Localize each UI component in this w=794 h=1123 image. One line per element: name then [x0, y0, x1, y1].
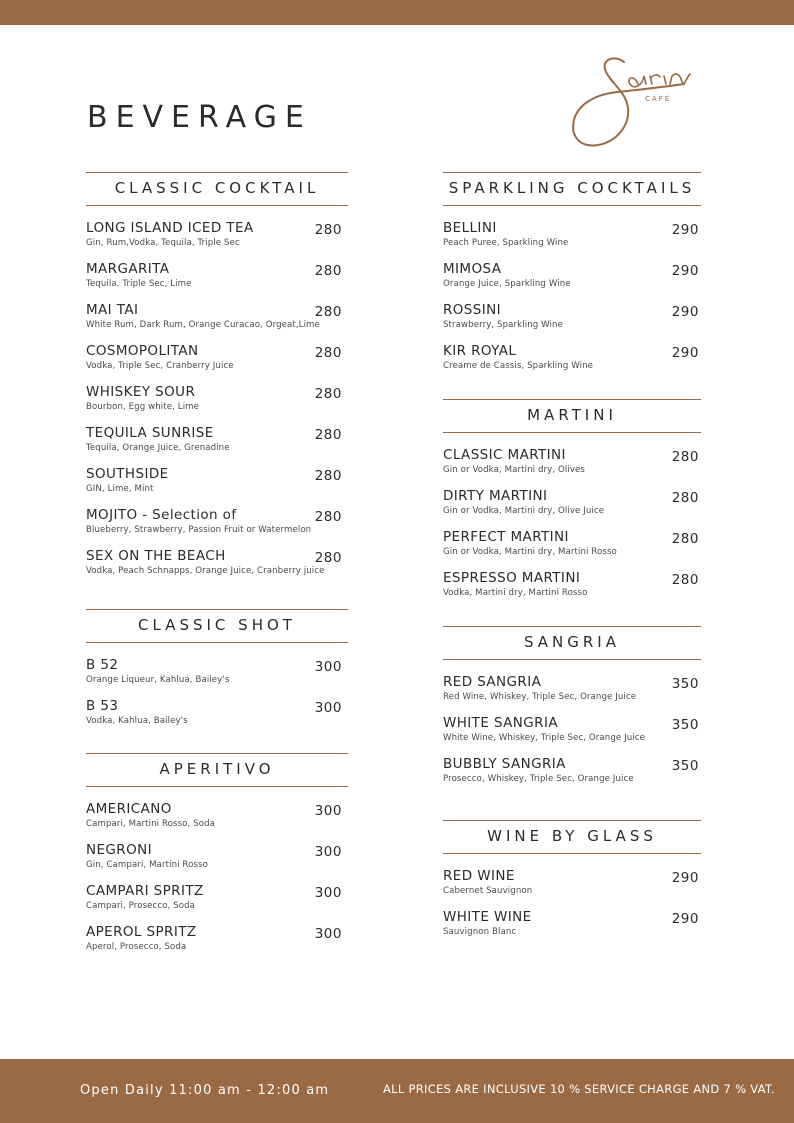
menu-item-description: Vodka, Peach Schnapps, Orange Juice, Cranberry juice	[86, 566, 325, 576]
item-list	[443, 868, 701, 950]
section-classic-shot	[86, 609, 348, 739]
menu-item-price: 290	[671, 263, 699, 279]
section-martini	[443, 399, 701, 611]
menu-item-price: 300	[314, 926, 342, 942]
menu-item-price: 280	[314, 304, 342, 320]
menu-item-price: 280	[314, 345, 342, 361]
sarin-cafe-logo	[566, 50, 701, 155]
menu-item-description: Vodka, Kahlua, Bailey's	[86, 716, 188, 726]
menu-item-name: TEQUILA SUNRISE	[86, 425, 214, 441]
menu-item-name: MAI TAI	[86, 302, 139, 318]
menu-item-description: Campari, Prosecco, Soda	[86, 901, 196, 911]
menu-item-price: 290	[671, 870, 699, 886]
menu-item-description: Orange Liqueur, Kahlua, Bailey's	[86, 675, 230, 685]
menu-item	[443, 909, 701, 950]
menu-item	[443, 343, 701, 384]
menu-item-price: 300	[314, 885, 342, 901]
menu-item-name: WHITE SANGRIA	[443, 715, 558, 731]
menu-item	[86, 883, 348, 924]
menu-item-description: White Rum, Dark Rum, Orange Curacao, Orgeat,Lime	[86, 320, 320, 330]
menu-item	[86, 343, 348, 384]
item-list	[86, 657, 348, 739]
menu-item-price: 280	[314, 386, 342, 402]
menu-item-name: RED WINE	[443, 868, 515, 884]
menu-item-price: 350	[671, 717, 699, 733]
menu-item-description: Red Wine, Whiskey, Triple Sec, Orange Juice	[443, 692, 637, 702]
menu-item-price: 290	[671, 222, 699, 238]
section-title: WINE BY GLASS	[443, 820, 701, 854]
price-note: ALL PRICES ARE INCLUSIVE 10 % SERVICE CHARGE AND 7 % VAT.	[383, 1082, 775, 1096]
menu-item-name: SOUTHSIDE	[86, 466, 169, 482]
menu-item-description: Peach Puree, Sparkling Wine	[443, 238, 569, 248]
menu-item-description: Tequila, Orange Juice, Grenadine	[86, 443, 230, 453]
menu-item-name: CLASSIC MARTINI	[443, 447, 566, 463]
menu-item-name: DIRTY MARTINI	[443, 488, 548, 504]
menu-item-name: WHITE WINE	[443, 909, 532, 925]
menu-item	[443, 261, 701, 302]
menu-item	[443, 302, 701, 343]
menu-item	[86, 801, 348, 842]
menu-item-price: 290	[671, 345, 699, 361]
logo-cafe-text: CAFÉ	[645, 95, 672, 103]
menu-item-description: Aperol, Prosecco, Soda	[86, 942, 187, 952]
menu-item-price: 350	[671, 758, 699, 774]
section-title: SANGRIA	[443, 626, 701, 660]
menu-item	[86, 548, 348, 589]
menu-item	[443, 529, 701, 570]
menu-item-price: 350	[671, 676, 699, 692]
menu-item	[86, 384, 348, 425]
menu-item-name: KIR ROYAL	[443, 343, 517, 359]
item-list	[86, 801, 348, 965]
menu-item	[86, 924, 348, 965]
menu-item-name: BUBBLY SANGRIA	[443, 756, 566, 772]
menu-item-price: 300	[314, 659, 342, 675]
menu-item	[86, 657, 348, 698]
menu-item-price: 280	[314, 263, 342, 279]
menu-item-description: Vodka, Triple Sec, Cranberry Juice	[86, 361, 234, 371]
menu-item-name: NEGRONI	[86, 842, 152, 858]
menu-item-price: 300	[314, 844, 342, 860]
menu-item-description: GIN, Lime, Mint	[86, 484, 154, 494]
menu-item-description: Orange Juice, Sparkling Wine	[443, 279, 571, 289]
menu-item-price: 280	[671, 572, 699, 588]
menu-item-description: Vodka, Martini dry, Martini Rosso	[443, 588, 588, 598]
menu-item-description: Gin or Vodka, Martini dry, Martini Rosso	[443, 547, 617, 557]
menu-item	[443, 756, 701, 797]
menu-item-description: Tequila, Triple Sec, Lime	[86, 279, 192, 289]
section-aperitivo	[86, 753, 348, 965]
item-list	[443, 447, 701, 611]
menu-item-description: Strawberry, Sparkling Wine	[443, 320, 563, 330]
item-list	[443, 674, 701, 797]
menu-item-description: Blueberry, Strawberry, Passion Fruit or Watermelon	[86, 525, 312, 535]
menu-item-description: Sauvignon Blanc	[443, 927, 517, 937]
menu-item-name: ROSSINI	[443, 302, 502, 318]
menu-item	[443, 220, 701, 261]
menu-item-name: CAMPARI SPRITZ	[86, 883, 204, 899]
item-list	[443, 220, 701, 384]
menu-item-price: 280	[671, 531, 699, 547]
menu-item	[443, 488, 701, 529]
menu-item-price: 300	[314, 700, 342, 716]
menu-item-name: PERFECT MARTINI	[443, 529, 569, 545]
section-classic-cocktail	[86, 172, 348, 589]
menu-item-description: Gin or Vodka, Martini dry, Olive Juice	[443, 506, 605, 516]
section-title: MARTINI	[443, 399, 701, 433]
menu-item-description: Bourbon, Egg white, Lime	[86, 402, 200, 412]
menu-item-name: MARGARITA	[86, 261, 170, 277]
menu-item-name: COSMOPOLITAN	[86, 343, 199, 359]
menu-item-description: Gin, Rum,Vodka, Tequila, Triple Sec	[86, 238, 240, 248]
menu-item-description: Gin, Campari, Martini Rosso	[86, 860, 208, 870]
menu-item-price: 280	[671, 490, 699, 506]
menu-item-description: Creame de Cassis, Sparkling Wine	[443, 361, 594, 371]
menu-item	[86, 425, 348, 466]
menu-item-name: ESPRESSO MARTINI	[443, 570, 581, 586]
menu-item-price: 290	[671, 911, 699, 927]
menu-item	[443, 715, 701, 756]
opening-hours: Open Daily 11:00 am - 12:00 am	[80, 1083, 330, 1098]
section-title: CLASSIC SHOT	[86, 609, 348, 643]
section-title: CLASSIC COCKTAIL	[86, 172, 348, 206]
menu-item	[86, 466, 348, 507]
menu-item	[86, 842, 348, 883]
menu-item-price: 280	[314, 427, 342, 443]
menu-item-price: 300	[314, 803, 342, 819]
menu-item-description: Gin or Vodka, Martini dry, Olives	[443, 465, 585, 475]
menu-item-name: B 53	[86, 698, 119, 714]
menu-item	[443, 570, 701, 611]
menu-item-name: SEX ON THE BEACH	[86, 548, 226, 564]
menu-item-name: AMERICANO	[86, 801, 172, 817]
page-title: BEVERAGE	[87, 100, 312, 135]
item-list	[86, 220, 348, 589]
menu-item-price: 280	[314, 550, 342, 566]
menu-item	[86, 302, 348, 343]
menu-item-name: B 52	[86, 657, 119, 673]
menu-item	[443, 868, 701, 909]
menu-item-name: RED SANGRIA	[443, 674, 542, 690]
menu-item-description: Cabernet Sauvignon	[443, 886, 533, 896]
menu-item	[86, 220, 348, 261]
menu-item-name: BELLINI	[443, 220, 497, 236]
menu-item	[86, 261, 348, 302]
menu-item-price: 280	[671, 449, 699, 465]
menu-item	[86, 698, 348, 739]
menu-item-name: LONG ISLAND ICED TEA	[86, 220, 254, 236]
menu-item-description: Prosecco, Whiskey, Triple Sec, Orange Juice	[443, 774, 634, 784]
menu-item	[443, 674, 701, 715]
menu-item-price: 280	[314, 222, 342, 238]
top-bar	[0, 0, 794, 25]
menu-item-price: 280	[314, 468, 342, 484]
menu-item	[443, 447, 701, 488]
menu-item-price: 290	[671, 304, 699, 320]
section-title: SPARKLING COCKTAILS	[443, 172, 701, 206]
section-sangria	[443, 626, 701, 797]
menu-item-name: MIMOSA	[443, 261, 502, 277]
logo-script-mark	[566, 50, 701, 155]
section-sparkling-cocktails	[443, 172, 701, 384]
menu-item-price: 280	[314, 509, 342, 525]
menu-item	[86, 507, 348, 548]
menu-item-name: APEROL SPRITZ	[86, 924, 197, 940]
section-title: APERITIVO	[86, 753, 348, 787]
section-wine-by-glass	[443, 820, 701, 950]
menu-item-name: WHISKEY SOUR	[86, 384, 196, 400]
menu-item-name: MOJITO - Selection of	[86, 507, 237, 523]
menu-item-description: White Wine, Whiskey, Triple Sec, Orange Juice	[443, 733, 645, 743]
menu-item-description: Campari, Martini Rosso, Soda	[86, 819, 216, 829]
